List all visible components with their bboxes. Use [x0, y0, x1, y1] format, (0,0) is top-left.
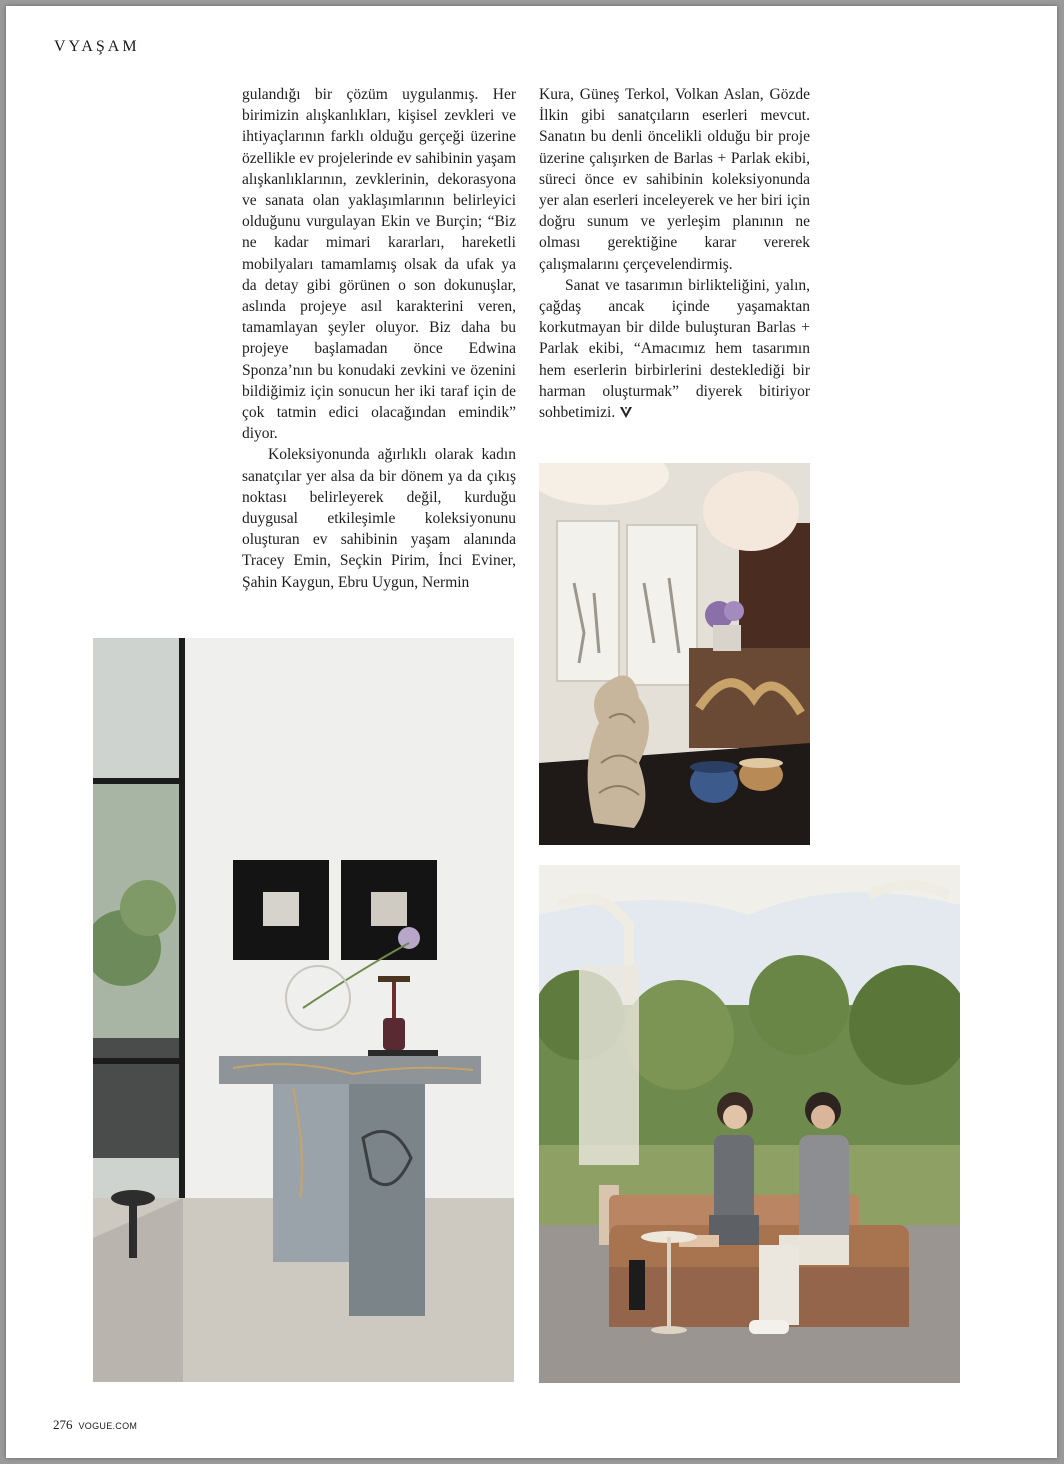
- page-number: 276: [53, 1417, 73, 1432]
- photo-dining-sculpture: [539, 463, 810, 845]
- photo-designers-sofa: [539, 865, 960, 1383]
- paragraph: Koleksiyonunda ağırlıklı olarak kadın sanatçılar yer alsa da bir dönem ya da çıkış noktası belirleyerek değil, kurduğu duygusal etkileşimle koleksiyonunu oluşturan ev sahibinin yaşam alanında Tracey Emin, Seçkin Pirim, İnci Eviner, Şahin Kaygun, Ebru Uygun, Nermin: [242, 446, 516, 591]
- photo-hallway-console: [93, 638, 514, 1382]
- paragraph-text: Sanat ve tasarımın birlikteliğini, yalın, çağdaş ancak içinde yaşamaktan korkutmayan bir dilde buluşturan Barlas + Parlak ekibi, “Amacımız hem tasarımın hem eserlerin birbirlerini desteklediği bir harman oluşturmak” diyerek bitiriyor sohbetimizi.: [539, 276, 810, 422]
- magazine-page: [6, 6, 1057, 1458]
- section-label: VYAŞAM: [54, 38, 140, 55]
- paragraph: Kura, Güneş Terkol, Volkan Aslan, Gözde İlkin gibi sanatçıların eserleri mevcut. Sanatın bu denli öncelikli olduğu bir proje üzerine çalışırken de Barlas + Parlak ekibi, süreci önce ev sahibinin koleksiyonunda yer alan eserleri inceleyerek ve her biri için doğru sunum ve yerleşim planının ne olması gerektiğine karar vererek çalışmalarını çerçevelendirmiş.: [539, 86, 810, 273]
- paragraph: [539, 275, 810, 423]
- page-footer: [53, 1417, 137, 1433]
- text-column-right: [539, 84, 810, 423]
- site-name: VOGUE.COM: [78, 1421, 138, 1431]
- text-column-left: [242, 84, 516, 593]
- vogue-v-end-mark-icon: [619, 405, 633, 419]
- paragraph: gulandığı bir çözüm uygulanmış. Her birimizin alışkanlıkları, kişisel zevkleri ve ihtiyaçlarının farklı olduğu gerçeği üzerine özellikle ev projelerinde ev sahibinin yaşam alışkanlıklarının, zevklerinin, dekorasyona ve sanata olan yaklaşımlarının belirleyici olduğunu vurgulayan Ekin ve Burçin; “Biz ne kadar mimari kararları, hareketli mobilyaları tamamlamış olsak da ufak ya da detay gibi görünen o son dokunuşlar, aslında projeye asıl karakterini veren, tamamlayan şeyler oluyor. Biz daha bu projeye başlamadan önce Edwina Sponza’nın bu konudaki zevkini ve özenini bildiğimiz için sonucun her iki taraf için de çok tatmin edici olacağından emindik” diyor.: [242, 86, 516, 443]
